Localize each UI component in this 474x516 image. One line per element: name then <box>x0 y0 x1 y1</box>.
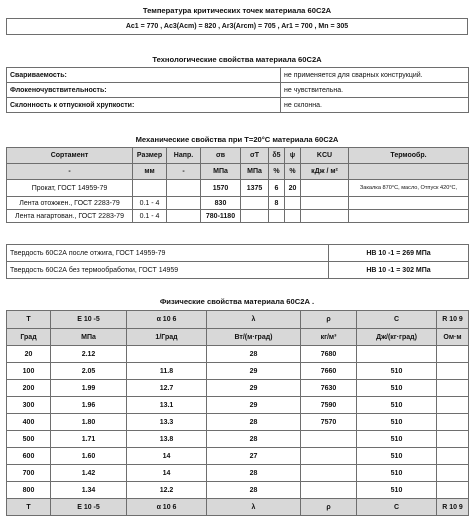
table-cell: 7570 <box>301 414 357 431</box>
header-cell: σв <box>201 148 241 164</box>
phys-footer-row <box>7 499 469 516</box>
unit-cell: Вт/(м·град) <box>207 329 301 346</box>
table-cell: Закалка 870°С, масло, Отпуск 420°С, <box>349 180 469 197</box>
table-row <box>7 180 469 197</box>
header-cell: Напр. <box>167 148 201 164</box>
table-cell <box>301 448 357 465</box>
table-cell: 1.42 <box>51 465 127 482</box>
table-cell: 510 <box>357 465 437 482</box>
table-cell: 14 <box>127 465 207 482</box>
header-cell: α 10 6 <box>127 499 207 516</box>
header-cell: Термообр. <box>349 148 469 164</box>
table-cell <box>437 431 469 448</box>
critical-points-value: Ac1 = 770 , Ac3(Acm) = 820 , Ar3(Arcm) = 705 , Ar1 = 700 , Mn = 305 <box>7 19 468 35</box>
header-cell: λ <box>207 311 301 329</box>
table-cell <box>357 346 437 363</box>
table-cell: 20 <box>285 180 301 197</box>
critical-points-table <box>6 18 468 35</box>
header-cell: ψ <box>285 148 301 164</box>
table-cell: 510 <box>357 380 437 397</box>
table-cell: 500 <box>7 431 51 448</box>
hardness-label: Твердость 60С2А после отжига, ГОСТ 14959-79 <box>7 245 329 262</box>
table-cell: 300 <box>7 397 51 414</box>
table-row <box>7 397 469 414</box>
header-cell: C <box>357 311 437 329</box>
unit-cell: Град <box>7 329 51 346</box>
header-cell: T <box>7 311 51 329</box>
header-cell: Размер <box>133 148 167 164</box>
table-cell <box>437 414 469 431</box>
table-row <box>7 262 469 279</box>
table-cell: 100 <box>7 363 51 380</box>
table-cell: 0.1 - 4 <box>133 197 167 210</box>
table-cell <box>285 197 301 210</box>
table-row <box>7 482 469 499</box>
table-row <box>7 363 469 380</box>
hardness-table <box>6 244 469 279</box>
unit-cell: Дж/(кг·град) <box>357 329 437 346</box>
table-cell <box>241 197 269 210</box>
table-cell: 29 <box>207 380 301 397</box>
table-cell <box>285 210 301 223</box>
unit-cell: МПа <box>241 164 269 180</box>
header-cell: C <box>357 499 437 516</box>
header-cell: T <box>7 499 51 516</box>
table-cell: 2.12 <box>51 346 127 363</box>
table-cell <box>133 180 167 197</box>
mech-header-row <box>7 148 469 164</box>
table-row <box>7 431 469 448</box>
header-cell: KCU <box>301 148 349 164</box>
table-cell: 28 <box>207 482 301 499</box>
table-cell: Лента нагартован., ГОСТ 2283-79 <box>7 210 133 223</box>
table-cell: 7630 <box>301 380 357 397</box>
unit-cell: мм <box>133 164 167 180</box>
table-cell: 600 <box>7 448 51 465</box>
table-cell: 11.8 <box>127 363 207 380</box>
table-row <box>7 68 469 83</box>
unit-cell: кДж / м² <box>301 164 349 180</box>
header-cell: ρ <box>301 499 357 516</box>
mech-properties-table <box>6 147 469 223</box>
unit-cell: МПа <box>201 164 241 180</box>
table-cell <box>437 363 469 380</box>
unit-cell: - <box>7 164 133 180</box>
table-cell: 29 <box>207 397 301 414</box>
unit-cell: кг/м³ <box>301 329 357 346</box>
table-cell: 7660 <box>301 363 357 380</box>
table-cell: 28 <box>207 465 301 482</box>
hardness-label: Твердость 60С2А без термообработки, ГОСТ 14959 <box>7 262 329 279</box>
phys-units-row <box>7 329 469 346</box>
table-cell <box>301 482 357 499</box>
phys-header-row <box>7 311 469 329</box>
unit-cell: % <box>269 164 285 180</box>
table-cell: 8 <box>269 197 285 210</box>
table-row <box>7 197 469 210</box>
unit-cell: 1/Град <box>127 329 207 346</box>
header-cell: E 10 -5 <box>51 499 127 516</box>
table-cell <box>437 465 469 482</box>
table-cell: 510 <box>357 431 437 448</box>
critical-points-title: Температура критических точек материала 60С2А <box>142 6 332 15</box>
table-cell <box>167 210 201 223</box>
table-cell <box>437 397 469 414</box>
header-cell: α 10 6 <box>127 311 207 329</box>
header-cell: λ <box>207 499 301 516</box>
table-cell <box>301 180 349 197</box>
table-cell: Лента отожжен., ГОСТ 2283-79 <box>7 197 133 210</box>
table-cell: 1.71 <box>51 431 127 448</box>
tech-label: Склонность к отпускной хрупкости: <box>7 98 281 113</box>
unit-cell: Ом·м <box>437 329 469 346</box>
unit-cell: - <box>167 164 201 180</box>
tech-label: Свариваемость: <box>7 68 281 83</box>
table-cell: 510 <box>357 363 437 380</box>
table-row <box>7 98 469 113</box>
hardness-value: HB 10 -1 = 302 МПа <box>329 262 469 279</box>
table-cell: 510 <box>357 414 437 431</box>
header-cell: R 10 9 <box>437 311 469 329</box>
header-cell: E 10 -5 <box>51 311 127 329</box>
table-cell: 510 <box>357 482 437 499</box>
table-cell: 6 <box>269 180 285 197</box>
table-cell <box>437 448 469 465</box>
header-cell: ρ <box>301 311 357 329</box>
table-cell: 510 <box>357 397 437 414</box>
table-row <box>7 245 469 262</box>
table-cell <box>127 346 207 363</box>
table-cell: 1375 <box>241 180 269 197</box>
table-cell <box>349 197 469 210</box>
table-cell: 1.96 <box>51 397 127 414</box>
table-cell: 200 <box>7 380 51 397</box>
table-cell: 1.60 <box>51 448 127 465</box>
table-cell: 29 <box>207 363 301 380</box>
table-cell <box>349 210 469 223</box>
table-cell: 1570 <box>201 180 241 197</box>
table-cell <box>167 197 201 210</box>
table-cell: 13.8 <box>127 431 207 448</box>
header-cell: R 10 9 <box>437 499 469 516</box>
header-cell: Сортамент <box>7 148 133 164</box>
table-cell: Прокат, ГОСТ 14959-79 <box>7 180 133 197</box>
table-cell <box>301 197 349 210</box>
hardness-value: HB 10 -1 = 269 МПа <box>329 245 469 262</box>
table-row <box>7 346 469 363</box>
table-cell <box>437 380 469 397</box>
header-cell: σT <box>241 148 269 164</box>
unit-cell: % <box>285 164 301 180</box>
table-row <box>7 414 469 431</box>
table-cell <box>269 210 285 223</box>
tech-properties-title: Технологические свойства материала 60С2А <box>152 55 322 64</box>
table-cell <box>437 482 469 499</box>
table-cell: 1.80 <box>51 414 127 431</box>
mech-properties-title: Механические свойства при Т=20°С материала 60С2А <box>135 135 339 144</box>
table-cell: 12.7 <box>127 380 207 397</box>
mech-units-row <box>7 164 469 180</box>
table-cell <box>167 180 201 197</box>
table-cell: 28 <box>207 414 301 431</box>
table-cell: 1.34 <box>51 482 127 499</box>
header-cell: δ5 <box>269 148 285 164</box>
table-cell: 510 <box>357 448 437 465</box>
tech-label: Флокеночувствительность: <box>7 83 281 98</box>
table-cell: 28 <box>207 431 301 448</box>
table-cell <box>437 346 469 363</box>
table-row <box>7 380 469 397</box>
table-cell: 800 <box>7 482 51 499</box>
table-cell <box>301 210 349 223</box>
unit-cell <box>349 164 469 180</box>
tech-value: не склонна. <box>281 98 469 113</box>
phys-properties-title: Физические свойства материала 60С2А . <box>159 297 315 306</box>
table-cell <box>301 431 357 448</box>
table-cell: 400 <box>7 414 51 431</box>
table-row <box>7 83 469 98</box>
table-cell <box>241 210 269 223</box>
unit-cell: МПа <box>51 329 127 346</box>
table-cell <box>301 465 357 482</box>
table-cell: 700 <box>7 465 51 482</box>
table-row <box>7 465 469 482</box>
table-cell: 7680 <box>301 346 357 363</box>
table-cell: 830 <box>201 197 241 210</box>
table-cell: 13.1 <box>127 397 207 414</box>
table-cell: 2.05 <box>51 363 127 380</box>
table-cell: 14 <box>127 448 207 465</box>
table-cell: 0.1 - 4 <box>133 210 167 223</box>
table-cell: 7590 <box>301 397 357 414</box>
table-row <box>7 448 469 465</box>
tech-value: не применяется для сварных конструкций. <box>281 68 469 83</box>
table-row <box>7 210 469 223</box>
tech-properties-table <box>6 67 469 113</box>
table-cell: 12.2 <box>127 482 207 499</box>
table-cell: 780-1180 <box>201 210 241 223</box>
tech-value: не чувствительна. <box>281 83 469 98</box>
phys-properties-table <box>6 310 469 516</box>
table-cell: 27 <box>207 448 301 465</box>
table-cell: 20 <box>7 346 51 363</box>
table-cell: 13.3 <box>127 414 207 431</box>
table-cell: 28 <box>207 346 301 363</box>
table-cell: 1.99 <box>51 380 127 397</box>
